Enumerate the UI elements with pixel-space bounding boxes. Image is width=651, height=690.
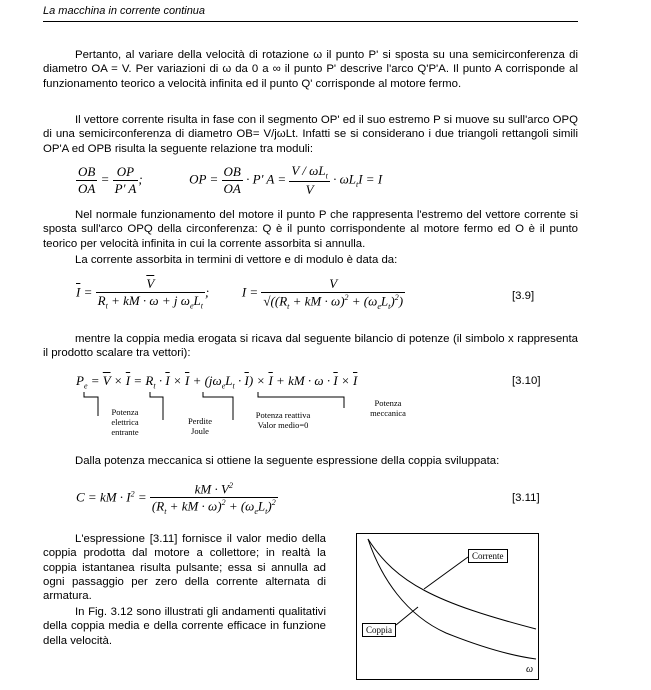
annotation-joule-losses: Perdite Joule — [187, 416, 213, 436]
paragraph-4: La corrente assorbita in termini di vettore e di modulo è data da: — [75, 254, 398, 266]
paragraph-7: L'espressione [3.11] fornisce il valor medio della coppia prodotta dal motore a collettore; in realtà la coppia istantanea risulta pulsante; essa si annulla ad ogni passaggio per zero della corrente alternata di armatura. — [43, 533, 326, 603]
legend-torque: Coppia — [362, 623, 396, 637]
equation-3-9-number: [3.9] — [512, 290, 535, 302]
equation-3-11: C = kM · $I^2$ = $\frac{kM \cdot V^2}{(R_t + kM \cdot \omega)^2 + (\omega_eL_t)^2}$ — [76, 481, 276, 517]
equation-3-11-number: [3.11] — [512, 492, 540, 504]
figure-3-12 — [356, 533, 539, 680]
paragraph-6: Dalla potenza meccanica si ottiene la seguente espressione della coppia sviluppata: — [75, 455, 500, 467]
paragraph-2: Il vettore corrente risulta in fase con il segmento OP' ed il suo estremo P si muove su sull'arco OPQ di una semicirconferenza di diametro OB= V/jωLt. Infatti se si considerano i due triangoli rettangoli simili OP'A ed OPB risulta la seguente relazione tra moduli: — [43, 114, 578, 155]
equation-3-9: $\overline{I}$ = $\frac{\overline{V}}{R_t + kM \cdot \omega + j \omega_eL_t}$ ; I = $\frac{V}{√((R_t + kM \cdot \omega)^2 + (\omega_eL_t)^2)}$ — [76, 276, 404, 311]
paragraph-5: mentre la coppia media erogata si ricava dal seguente bilancio di potenze (il simbolo x rappresenta il prodotto scalare tra vettori): — [43, 333, 578, 360]
paragraph-3: Nel normale funzionamento del motore il punto P che rappresenta l'estremo del vettore corrente si sposta sull'arco OPQ della circonferenza: Q è il punto corrispondente al motore fermo ed O è il punto teorico per velocità infinita in cui la corrente assorbita si annulla. — [43, 209, 578, 250]
annotation-mechanical-power: Potenza meccanica — [370, 398, 406, 418]
annotation-electric-power: Potenza elettrica entrante — [111, 407, 139, 437]
x-axis-label: ω — [526, 664, 534, 675]
legend-current: Corrente — [468, 549, 508, 563]
figure-plot — [356, 533, 539, 680]
equation-3-10-number: [3.10] — [512, 375, 541, 387]
running-header: La macchina in corrente continua — [43, 5, 578, 22]
equation-3-10: $P_e = \overline{V} \times \overline{I} = R_t \cdot \overline{I} \times \overline{I} + (j\omega_eL_t \cdot \overline{I}) \times \overline{I}$ + kM · $\omega \cdot \overline{I} \times \overline{I}$ — [76, 373, 358, 391]
equation-moduli: $\frac{OB}{OA}$ = $\frac{OP}{P' A}$ ; OP = $\frac{OB}{OA}$ · P' A = $\frac{V / \omega L_t}{V}$ · $\omega L_tI = I$ — [78, 163, 383, 197]
annotation-reactive-power: Potenza reattiva Valor medio=0 — [255, 410, 311, 430]
paragraph-1: Pertanto, al variare della velocità di rotazione ω il punto P' si sposta su una semicirconferenza di diametro OA = V. Per variazioni di ω da 0 a ∞ il punto P' descrive l'arco Q'P'A. Il punto A corrisponde al funzionamento teorico a velocità infinita ed il punto Q' corrisponde al motore fermo. — [43, 49, 578, 90]
paragraph-8: In Fig. 3.12 sono illustrati gli andamenti qualitativi della coppia media e della corrente efficace in funzione della velocità. — [43, 606, 326, 647]
